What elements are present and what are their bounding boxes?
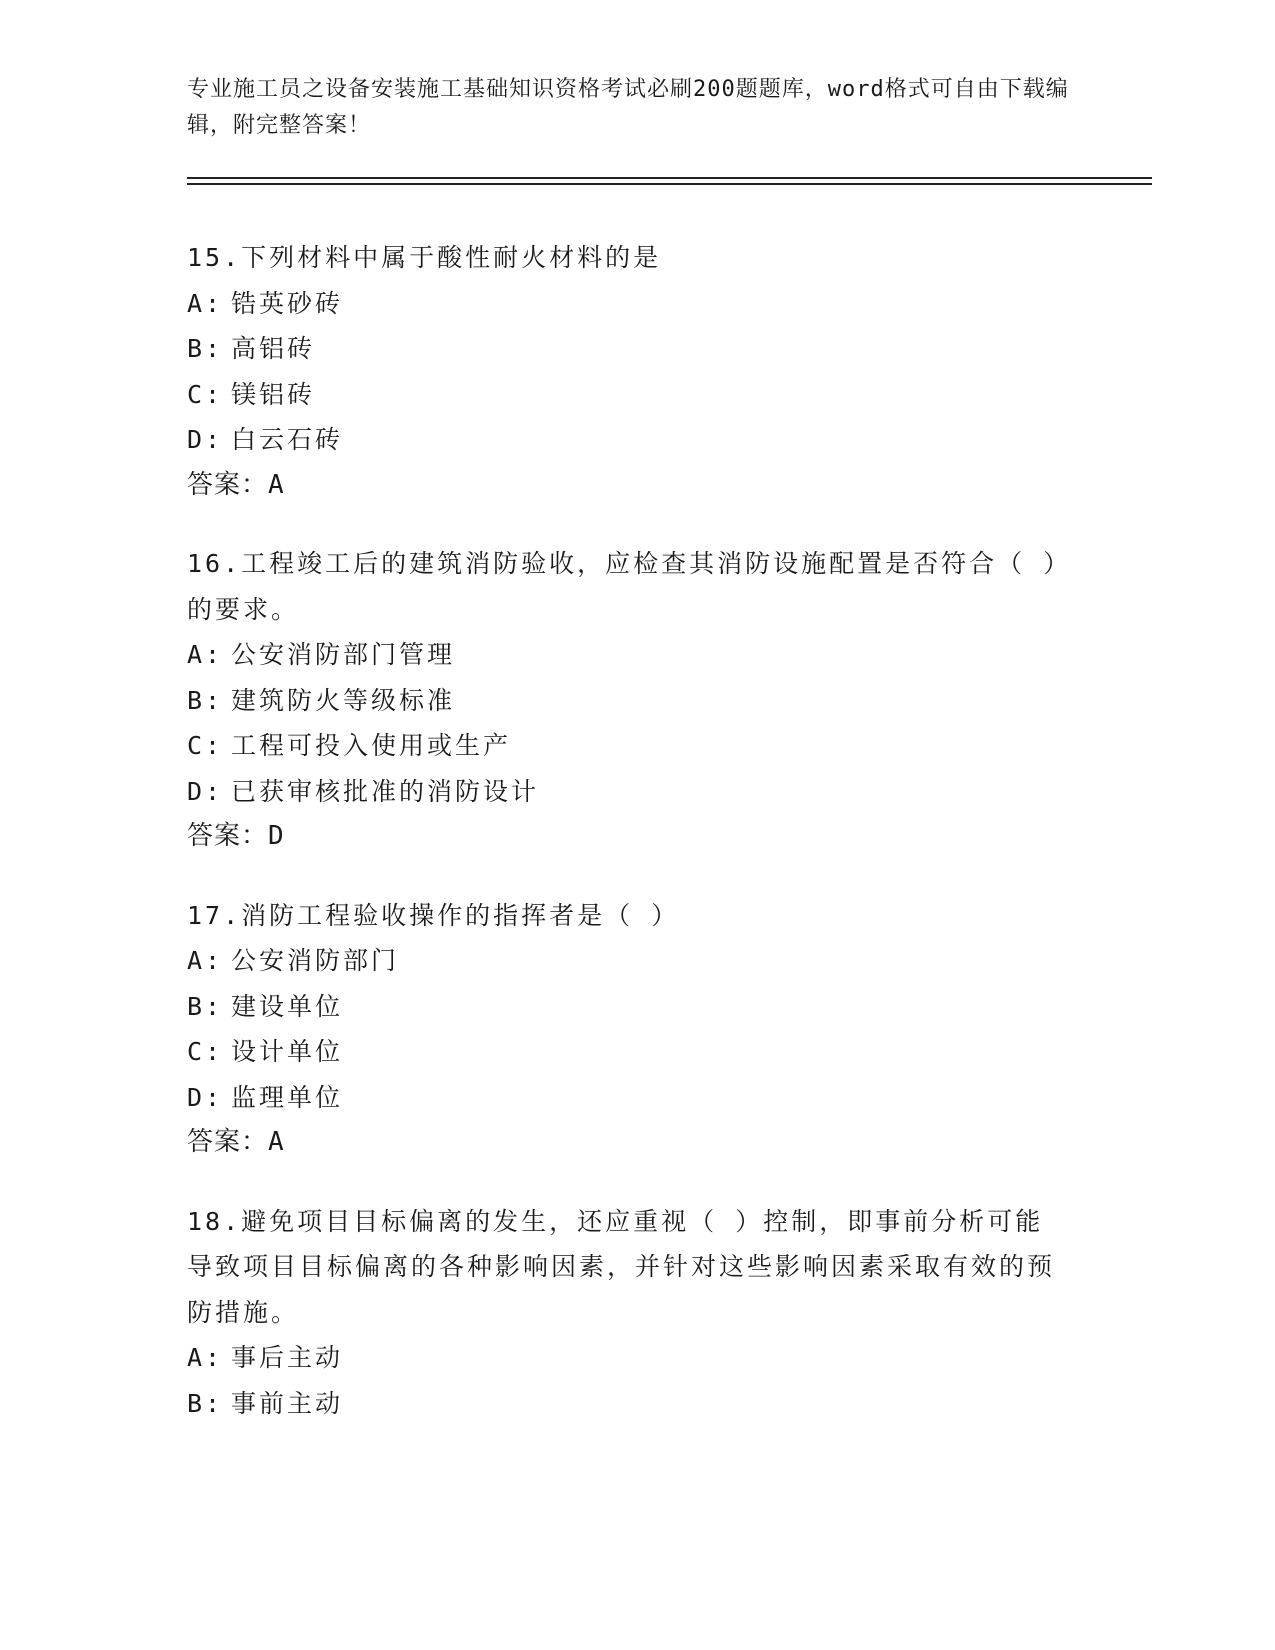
question-number: 17. <box>187 900 242 930</box>
answer-label: 答案： <box>187 1127 269 1157</box>
document-header: 专业施工员之设备安装施工基础知识资格考试必刷200题题库，word格式可自由下载编辑，附完整答案！ <box>187 77 1069 138</box>
option-text: 设计单位 <box>231 1037 344 1066</box>
answer-value: A <box>268 1127 285 1157</box>
header-rule-bottom <box>187 183 1152 185</box>
option-letter: D: <box>187 425 224 454</box>
question-number: 18. <box>187 1206 242 1236</box>
option-d <box>187 1075 1067 1121</box>
option-a <box>187 938 1067 984</box>
answer-label: 答案： <box>187 821 269 851</box>
option-letter: A: <box>187 946 224 975</box>
option-a <box>187 632 1067 678</box>
option-letter: B: <box>187 334 224 363</box>
question-text <box>187 893 1067 939</box>
option-letter: C: <box>187 379 224 409</box>
question-text <box>187 541 1067 632</box>
question-list <box>187 235 1067 1459</box>
answer-line <box>187 463 1067 509</box>
option-letter: B: <box>187 1388 224 1418</box>
option-b <box>187 678 1067 724</box>
option-letter: D: <box>187 776 224 806</box>
option-c <box>187 723 1067 769</box>
option-text: 公安消防部门管理 <box>231 640 456 669</box>
option-text: 事后主动 <box>231 1343 344 1372</box>
option-text: 高铝砖 <box>231 334 316 363</box>
option-letter: B: <box>187 685 224 715</box>
question-text <box>187 1199 1067 1336</box>
option-letter: A: <box>187 640 224 669</box>
option-text: 建筑防火等级标准 <box>231 685 456 715</box>
option-d <box>187 417 1067 463</box>
question-stem: 工程竣工后的建筑消防验收，应检查其消防设施配置是否符合（ ）的要求。 <box>187 549 1059 624</box>
question-18 <box>187 1199 1067 1427</box>
option-c <box>187 1029 1067 1075</box>
question-stem: 下列材料中属于酸性耐火材料的是 <box>241 243 662 272</box>
option-letter: B: <box>187 991 224 1021</box>
answer-line <box>187 1120 1067 1166</box>
option-text: 镁铝砖 <box>231 379 316 409</box>
option-letter: D: <box>187 1082 224 1112</box>
option-text: 建设单位 <box>231 991 344 1021</box>
answer-label: 答案： <box>187 469 269 500</box>
question-number: 16. <box>187 549 242 578</box>
option-letter: C: <box>187 1037 224 1066</box>
option-text: 白云石砖 <box>231 425 344 454</box>
question-text <box>187 235 1067 281</box>
option-letter: A: <box>187 288 224 318</box>
option-b <box>187 326 1067 372</box>
option-c <box>187 372 1067 418</box>
option-letter: A: <box>187 1343 224 1372</box>
option-text: 公安消防部门 <box>231 946 400 975</box>
option-text: 事前主动 <box>231 1388 344 1418</box>
option-b <box>187 1381 1067 1427</box>
option-text: 工程可投入使用或生产 <box>231 731 512 760</box>
option-a <box>187 281 1067 327</box>
option-text: 已获审核批准的消防设计 <box>231 776 540 806</box>
answer-value: D <box>268 821 285 851</box>
option-text: 监理单位 <box>231 1082 344 1112</box>
option-text: 锆英砂砖 <box>231 288 344 318</box>
question-number: 15. <box>187 243 242 272</box>
question-15 <box>187 235 1067 508</box>
question-16 <box>187 541 1067 860</box>
answer-value: A <box>268 469 285 500</box>
question-stem: 消防工程验收操作的指挥者是（ ） <box>241 900 680 930</box>
question-stem: 避免项目目标偏离的发生，还应重视（ ）控制，即事前分析可能导致项目目标偏离的各种影响因素，并针对这些影响因素采取有效的预防措施。 <box>187 1206 1056 1327</box>
header-rule-top <box>187 177 1152 179</box>
answer-line <box>187 814 1067 860</box>
question-17 <box>187 893 1067 1166</box>
option-d <box>187 769 1067 815</box>
option-a <box>187 1335 1067 1381</box>
option-b <box>187 984 1067 1030</box>
option-letter: C: <box>187 731 224 760</box>
